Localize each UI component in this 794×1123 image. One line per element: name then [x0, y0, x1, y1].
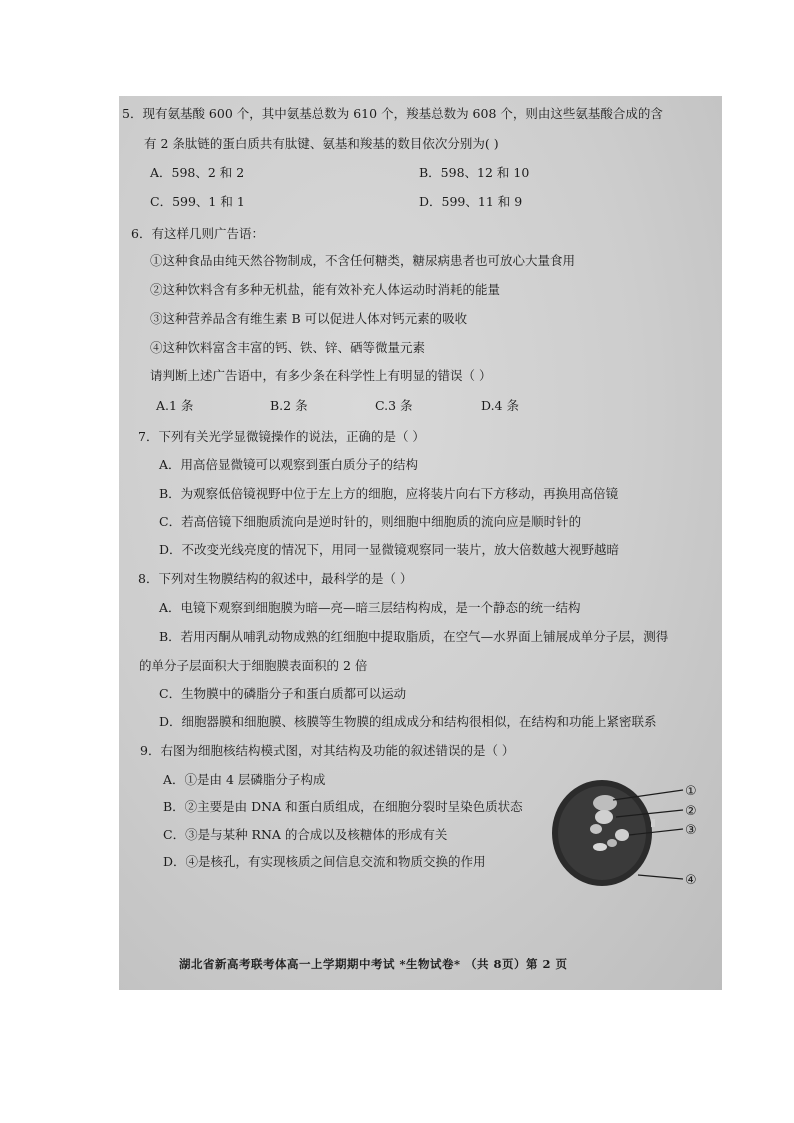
- chromatin-light-3: [590, 824, 602, 834]
- q9-option-a: A．①是由 4 层磷脂分子构成: [163, 772, 326, 787]
- q6-option-d: D.4 条: [481, 398, 519, 413]
- q7-option-a: A．用高倍显微镜可以观察到蛋白质分子的结构: [159, 457, 419, 472]
- q8-option-c: C．生物膜中的磷脂分子和蛋白质都可以运动: [159, 686, 407, 701]
- nucleus-diagram: [552, 779, 702, 889]
- label-4: ④: [685, 873, 697, 888]
- nucleolus: [615, 829, 629, 841]
- q9-stem: 9．右图为细胞核结构模式图，对其结构及功能的叙述错误的是（ ）: [140, 743, 515, 758]
- nucleus-structure-figure: [552, 779, 702, 889]
- q6-ad-2: ②这种饮料含有多种无机盐，能有效补充人体运动时消耗的能量: [150, 282, 501, 297]
- q7-stem: 7．下列有关光学显微镜操作的说法，正确的是（ ）: [138, 429, 425, 444]
- q7-option-c: C．若高倍镜下细胞质流向是逆时针的，则细胞中细胞质的流向应是顺时针的: [159, 514, 582, 529]
- label-3: ③: [685, 823, 697, 838]
- q6-question: 请判断上述广告语中，有多少条在科学性上有明显的错误（ ）: [150, 368, 492, 383]
- q5-option-b: B．598、12 和 10: [419, 165, 530, 180]
- q6-option-a: A.1 条: [156, 398, 194, 413]
- nuclear-pore: [651, 819, 655, 827]
- q6-option-c: C.3 条: [375, 398, 413, 413]
- page-footer: 湖北省新高考联考体高一上学期期中考试 *生物试卷* （共 8页）第 2 页: [179, 957, 568, 971]
- q5-line2: 有 2 条肽链的蛋白质共有肽键、氨基和羧基的数目依次分别为( ): [144, 136, 499, 151]
- q7-option-b: B．为观察低倍镜视野中位于左上方的细胞，应将装片向右下方移动，再换用高倍镜: [159, 486, 619, 501]
- chromatin-light-5: [593, 843, 607, 851]
- q5-option-a: A．598、2 和 2: [150, 165, 245, 180]
- q8-option-a: A．电镜下观察到细胞膜为暗—亮—暗三层结构构成，是一个静态的统一结构: [159, 600, 581, 615]
- q5-option-c: C．599、1 和 1: [150, 194, 245, 209]
- q8-stem: 8．下列对生物膜结构的叙述中，最科学的是（ ）: [138, 571, 413, 586]
- chromatin-light-2: [595, 810, 613, 824]
- q9-option-b: B．②主要是由 DNA 和蛋白质组成，在细胞分裂时呈染色质状态: [163, 799, 523, 814]
- q6-option-b: B.2 条: [270, 398, 308, 413]
- pointer-line-4: [638, 875, 683, 879]
- q9-option-d: D．④是核孔，有实现核质之间信息交流和物质交换的作用: [163, 854, 486, 869]
- chromatin-light-4: [607, 839, 617, 847]
- q8-option-b-line1: B．若用丙酮从哺乳动物成熟的红细胞中提取脂质，在空气—水界面上铺展成单分子层，测得: [159, 629, 669, 644]
- q9-option-c: C．③是与某种 RNA 的合成以及核糖体的形成有关: [163, 827, 448, 842]
- q6-ad-4: ④这种饮料富含丰富的钙、铁、锌、硒等微量元素: [150, 340, 426, 355]
- q6-ad-1: ①这种食品由纯天然谷物制成，不含任何糖类，糖尿病患者也可放心大量食用: [150, 253, 576, 268]
- q6-ad-3: ③这种营养品含有维生素 B 可以促进人体对钙元素的吸收: [150, 311, 468, 326]
- label-2: ②: [685, 804, 697, 819]
- label-1: ①: [685, 784, 697, 799]
- q8-option-b-line2: 的单分子层面积大于细胞膜表面积的 2 倍: [139, 658, 368, 673]
- q7-option-d: D．不改变光线亮度的情况下，用同一显微镜观察同一装片，放大倍数越大视野越暗: [159, 542, 620, 557]
- q5-option-d: D．599、11 和 9: [419, 194, 523, 209]
- q5-line1: 5．现有氨基酸 600 个，其中氨基总数为 610 个，羧基总数为 608 个，则由这些氨基酸合成的含: [122, 106, 663, 121]
- scanned-page: [119, 96, 722, 990]
- chromatin-light-1: [593, 795, 617, 811]
- q8-option-d: D．细胞器膜和细胞膜、核膜等生物膜的组成成分和结构很相似，在结构和功能上紧密联系: [159, 714, 657, 729]
- q6-stem: 6．有这样几则广告语：: [131, 226, 264, 241]
